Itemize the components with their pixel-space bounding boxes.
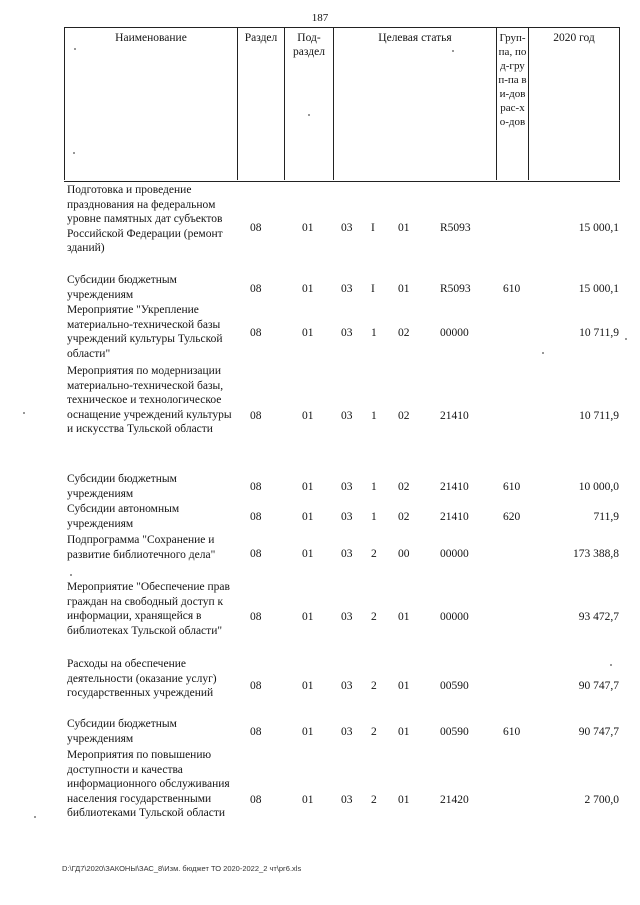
row-name: Расходы на обеспечение деятельности (оказание услуг) государственных учреждений <box>67 658 217 699</box>
row-vid: 610 <box>503 481 521 493</box>
row-sum: 10 711,9 <box>579 327 619 339</box>
row-sum: 2 700,0 <box>584 794 619 806</box>
row-name: Субсидии автономным учреждениям <box>67 503 180 530</box>
row-sum: 15 000,1 <box>578 283 619 295</box>
row-name: Мероприятия по повышению доступности и качества информационного обслуживания населения государственными библиотеками Тульской области <box>67 749 230 819</box>
row-podrazdel: 01 <box>302 511 314 523</box>
row-target-program: 03 <box>341 548 353 560</box>
row-name: Подготовка и проведение празднования на федеральном уровне памятных дат субъектов Российской Федерации (ремонт зданий) <box>67 184 223 254</box>
header-podrazdel: Под-раздел <box>293 32 325 58</box>
row-target-direction: 21410 <box>440 410 469 422</box>
row-podrazdel: 01 <box>302 794 314 806</box>
row-target-program: 03 <box>341 511 353 523</box>
header-razdel: Раздел <box>244 32 278 44</box>
header-target: Целевая статья <box>378 32 452 44</box>
row-target-subprogram: 2 <box>371 794 377 806</box>
row-target-subprogram: 2 <box>371 726 377 738</box>
row-target-subprogram: 1 <box>371 327 377 339</box>
row-target-subprogram: 1 <box>371 481 377 493</box>
row-razdel: 08 <box>250 680 262 692</box>
row-target-event: 00 <box>398 548 410 560</box>
row-target-program: 03 <box>341 222 353 234</box>
row-target-event: 02 <box>398 327 410 339</box>
row-name: Подпрограмма "Сохранение и развитие библиотечного дела" <box>67 534 216 561</box>
row-target-direction: 21420 <box>440 794 469 806</box>
scan-speck <box>70 574 72 576</box>
row-name: Субсидии бюджетным учреждениям <box>67 473 177 500</box>
row-target-subprogram: 1 <box>371 410 377 422</box>
row-target-event: 01 <box>398 611 410 623</box>
row-sum: 173 388,8 <box>573 548 619 560</box>
row-name: Мероприятие "Обеспечение прав граждан на свободный доступ к информации, хранящейся в библиотеках Тульской области" <box>67 581 230 637</box>
scan-speck <box>452 50 454 52</box>
row-name: Мероприятие "Укрепление материально-технической базы учреждений культуры Тульской области" <box>67 304 223 360</box>
row-podrazdel: 01 <box>302 410 314 422</box>
scan-speck <box>34 816 36 818</box>
header-divider <box>284 27 285 180</box>
row-target-event: 01 <box>398 283 410 295</box>
row-name: Субсидии бюджетным учреждениям <box>67 718 177 745</box>
row-target-direction: 21410 <box>440 511 469 523</box>
row-target-direction: 00000 <box>440 611 469 623</box>
header-divider <box>333 27 334 180</box>
row-target-event: 02 <box>398 481 410 493</box>
row-razdel: 08 <box>250 548 262 560</box>
row-target-subprogram: I <box>371 222 375 234</box>
row-razdel: 08 <box>250 283 262 295</box>
row-target-event: 02 <box>398 511 410 523</box>
row-target-program: 03 <box>341 481 353 493</box>
header-name: Наименование <box>115 32 187 44</box>
row-target-event: 02 <box>398 410 410 422</box>
row-podrazdel: 01 <box>302 548 314 560</box>
row-target-event: 01 <box>398 726 410 738</box>
header-divider <box>619 27 620 180</box>
row-vid: 620 <box>503 511 521 523</box>
row-razdel: 08 <box>250 410 262 422</box>
row-target-program: 03 <box>341 611 353 623</box>
row-sum: 93 472,7 <box>578 611 619 623</box>
header-year: 2020 год <box>553 32 595 44</box>
page-number: 187 <box>311 12 329 24</box>
scan-speck <box>542 352 544 354</box>
header-divider <box>528 27 529 180</box>
row-name: Субсидии бюджетным учреждениям <box>67 274 177 301</box>
row-target-direction: 21410 <box>440 481 469 493</box>
row-razdel: 08 <box>250 726 262 738</box>
row-target-subprogram: 2 <box>371 548 377 560</box>
row-podrazdel: 01 <box>302 222 314 234</box>
row-sum: 711,9 <box>593 511 619 523</box>
row-target-event: 01 <box>398 222 410 234</box>
row-target-subprogram: 2 <box>371 611 377 623</box>
scan-speck <box>74 48 76 50</box>
row-razdel: 08 <box>250 611 262 623</box>
row-podrazdel: 01 <box>302 680 314 692</box>
row-target-direction: R5093 <box>440 283 471 295</box>
row-target-program: 03 <box>341 794 353 806</box>
table-header <box>64 27 620 182</box>
row-target-direction: R5093 <box>440 222 471 234</box>
row-target-subprogram: 1 <box>371 511 377 523</box>
row-podrazdel: 01 <box>302 283 314 295</box>
row-razdel: 08 <box>250 481 262 493</box>
row-podrazdel: 01 <box>302 481 314 493</box>
scan-speck <box>625 338 627 340</box>
scan-speck <box>610 664 612 666</box>
row-razdel: 08 <box>250 511 262 523</box>
file-path-footer: D:\ГД7\2020\ЗАКОНЫ\ЗАС_8\Изм. бюджет ТО 2020-2022_2 чт\рг6.xls <box>62 864 302 873</box>
row-target-direction: 00590 <box>440 680 469 692</box>
row-target-program: 03 <box>341 726 353 738</box>
header-divider <box>237 27 238 180</box>
row-podrazdel: 01 <box>302 611 314 623</box>
row-target-event: 01 <box>398 680 410 692</box>
row-target-program: 03 <box>341 283 353 295</box>
header-divider <box>64 27 65 180</box>
row-target-direction: 00000 <box>440 548 469 560</box>
row-sum: 90 747,7 <box>578 726 619 738</box>
row-sum: 10 711,9 <box>579 410 619 422</box>
header-vid: Груп-па, под-груп-па ви-дов рас-хо-дов <box>498 32 527 128</box>
row-target-subprogram: 2 <box>371 680 377 692</box>
row-target-direction: 00590 <box>440 726 469 738</box>
row-podrazdel: 01 <box>302 327 314 339</box>
row-sum: 90 747,7 <box>578 680 619 692</box>
row-target-direction: 00000 <box>440 327 469 339</box>
scan-speck <box>23 412 25 414</box>
row-target-program: 03 <box>341 327 353 339</box>
scan-speck <box>73 152 75 154</box>
row-razdel: 08 <box>250 222 262 234</box>
row-target-program: 03 <box>341 680 353 692</box>
scan-speck <box>308 114 310 116</box>
row-target-event: 01 <box>398 794 410 806</box>
row-razdel: 08 <box>250 327 262 339</box>
row-vid: 610 <box>503 283 521 295</box>
row-razdel: 08 <box>250 794 262 806</box>
row-target-program: 03 <box>341 410 353 422</box>
row-target-subprogram: I <box>371 283 375 295</box>
row-sum: 10 000,0 <box>578 481 619 493</box>
row-podrazdel: 01 <box>302 726 314 738</box>
row-name: Мероприятия по модернизации материально-технической базы, техническое и технологическое оснащение учреждений культуры и искусства Тульской области <box>67 365 232 435</box>
header-divider <box>496 27 497 180</box>
row-sum: 15 000,1 <box>578 222 619 234</box>
row-vid: 610 <box>503 726 521 738</box>
